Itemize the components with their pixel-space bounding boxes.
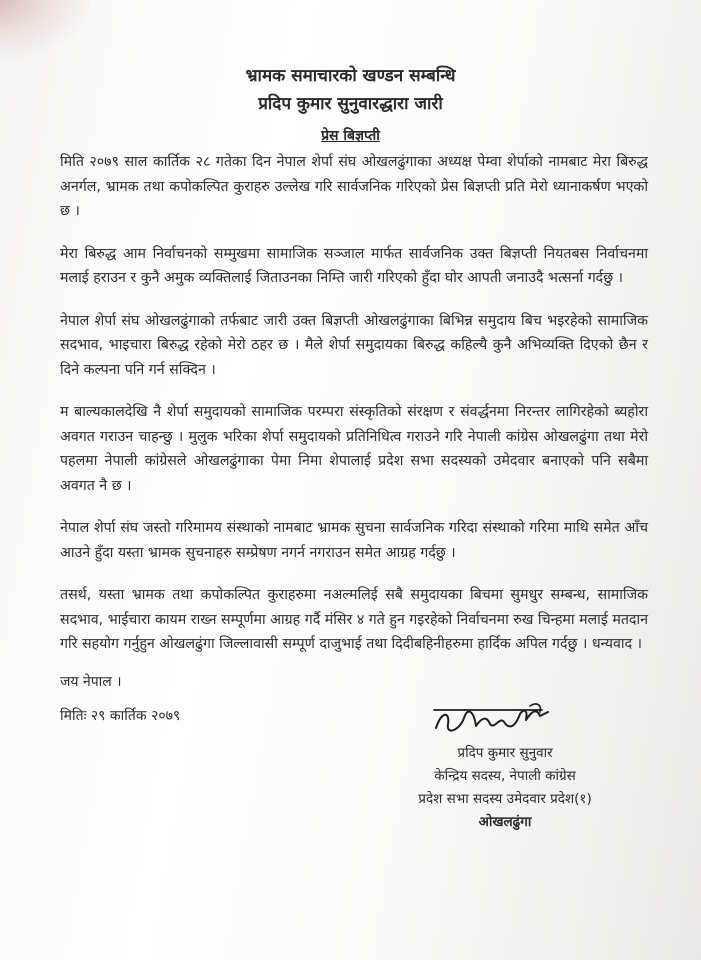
paragraph-1: मिति २०७९ साल कार्तिक २८ गतेका दिन नेपाल शेर्पा संघ ओखलढुंगाका अध्यक्ष पेम्वा शेर्पाको नामबाट मेरा बिरुद्ध अनर्गल, भ्रामक तथा कपोकल्पित कुराहरु उल्लेख गरि सार्वजनिक गरिएको प्रेस बिज्ञप्ती प्रति मेरो ध्यानाकर्षण भएको छ ।: [60, 154, 648, 219]
paragraph-4: म बाल्यकालदेखि नै शेर्पा समुदायको सामाजिक परम्परा संस्कृतिको संरक्षण र संवर्द्धनमा निरन्तर लागिरहेको ब्यहोरा अवगत गराउन चाहन्छु । मुलुक भरिका शेर्पा समुदायको प्रतिनिधित्व गराउने गरि नेपाली कांग्रेस ओखलढुंगा तथा मेरो पहलमा नेपाली कांग्रेसले ओखलढुंगाका पेमा निमा शेपालाई प्रदेश सभा सदस्यको उमेदवार बनाएको पनि सबैमा अवगत नै छ ।: [60, 404, 648, 494]
paragraph-6: तसर्थ, यस्ता भ्रामक तथा कपोकल्पित कुराहरुमा नअल्मलिई सबै समुदायका बिचमा सुमधुर सम्बन्ध, सामाजिक सदभाव, भाईचारा कायम राख्न सम्पूर्णमा आग्रह गर्दै मंसिर ४ गते हुन गइरहेको निर्वाचनमा रुख चिन्हमा मलाई मतदान गरि सहयोग गर्नुहुन ओखलढुंगा जिल्लावासी सम्पूर्ण दाजुभाई तथा दिदीबहिनीहरुमा हार्दिक अपिल गर्दछु । धन्यवाद ।: [60, 587, 648, 652]
document-header: [0, 62, 701, 148]
document-subtitle: प्रेस बिज्ञप्ती: [321, 128, 380, 144]
document-body: [60, 150, 648, 675]
paragraph-2: मेरा बिरुद्ध आम निर्वाचनको सम्मुखमा सामाजिक सञ्जाल मार्फत सार्वजनिक उक्त बिज्ञप्ती नियतबस निर्वाचनमा मलाई हराउन र कुनै अमुक व्यक्तिलाई जिताउनका निम्ति जारी गरिएको हुँदा घोर आपती जनाउदै भत्सर्ना गर्दछु ।: [60, 245, 648, 286]
signatory-block: [360, 742, 650, 834]
paragraph-3: नेपाल शेर्पा संघ ओखलढुंगाको तर्फबाट जारी उक्त बिज्ञप्ती ओखलढुंगाका बिभिन्न समुदाय बिच भइरहेको सामाजिक सदभाव, भाइचारा बिरुद्ध रहेको मेरो ठहर छ । मैले शेर्पा समुदायका बिरुद्ध कहिल्यै कुनै अभिव्यक्ति दिएको छैन र दिने कल्पना पनि गर्न सक्दिन ।: [60, 312, 648, 378]
signatory-position: केन्द्रिय सदस्य, नेपाली कांग्रेस: [434, 768, 576, 784]
paragraph-5: नेपाल शेर्पा संघ जस्तो गरिमामय संस्थाको नामबाट भ्रामक सुचना सार्वजनिक गरिदा संस्थाको गरिमा माथि समेत आँच आउने हुँदा यस्ता भ्रामक सुचनाहरु सम्प्रेषण नगर्न नगराउन समेत आग्रह गर्दछु ।: [60, 520, 648, 561]
paper-shadow: [0, 0, 90, 60]
signatory-candidacy: प्रदेश सभा सदस्य उमेदवार प्रदेश(१): [418, 791, 592, 807]
closing-greeting: जय नेपाल ।: [60, 674, 122, 690]
document-date: मितिः २९ कार्तिक २०७९: [60, 708, 181, 724]
title-line-1: भ्रामक समाचारको खण्डन सम्बन्धि: [245, 66, 456, 86]
title-line-2: प्रदिप कुमार सुनुवारद्धारा जारी: [258, 94, 443, 114]
handwritten-signature: [430, 700, 560, 740]
signatory-location: ओखलढुंगा: [478, 814, 532, 830]
signatory-name: प्रदिप कुमार सुनुवार: [457, 745, 553, 761]
